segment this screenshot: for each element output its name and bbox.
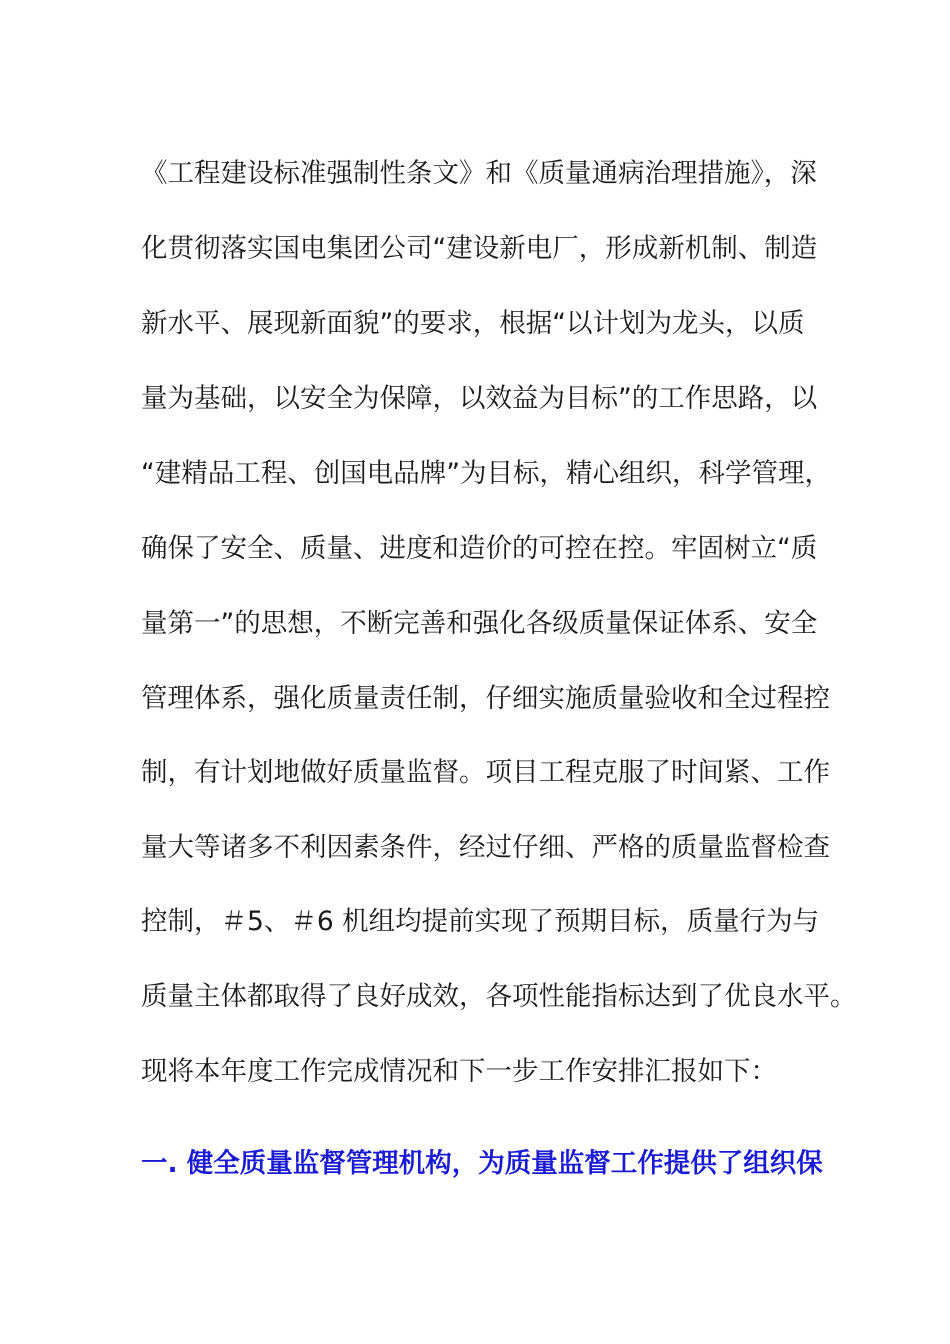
paragraph-line-2: 化贯彻落实国电集团公司“建设新电厂，形成新机制、制造 bbox=[141, 233, 818, 264]
paragraph-line-7: 量第一”的思想，不断完善和强化各级质量保证体系、安全 bbox=[141, 608, 818, 639]
paragraph-line-12: 质量主体都取得了良好成效，各项性能指标达到了优良水平。 bbox=[141, 981, 857, 1012]
section-heading: 一. 健全质量监督管理机构，为质量监督工作提供了组织保 bbox=[141, 1148, 823, 1179]
paragraph-line-1: 《工程建设标准强制性条文》和《质量通病治理措施》，深 bbox=[141, 158, 817, 189]
paragraph-line-3: 新水平、展现新面貌”的要求，根据“以计划为龙头，以质 bbox=[141, 308, 805, 339]
paragraph-line-11: 控制，＃5、＃6 机组均提前实现了预期目标，质量行为与 bbox=[141, 906, 820, 937]
paragraph-line-4: 量为基础，以安全为保障，以效益为目标”的工作思路，以 bbox=[141, 383, 818, 414]
paragraph-line-9: 制，有计划地做好质量监督。项目工程克服了时间紧、工作 bbox=[141, 757, 830, 788]
paragraph-line-8: 管理体系，强化质量责任制，仔细实施质量验收和全过程控 bbox=[141, 683, 830, 714]
paragraph-line-6: 确保了安全、质量、进度和造价的可控在控。牢固树立“质 bbox=[141, 533, 818, 564]
paragraph-line-5: “建精品工程、创国电品牌”为目标，精心组织，科学管理， bbox=[141, 458, 831, 489]
paragraph-line-10: 量大等诸多不利因素条件，经过仔细、严格的质量监督检查 bbox=[141, 832, 830, 863]
paragraph-line-13: 现将本年度工作完成情况和下一步工作安排汇报如下： bbox=[141, 1056, 777, 1087]
